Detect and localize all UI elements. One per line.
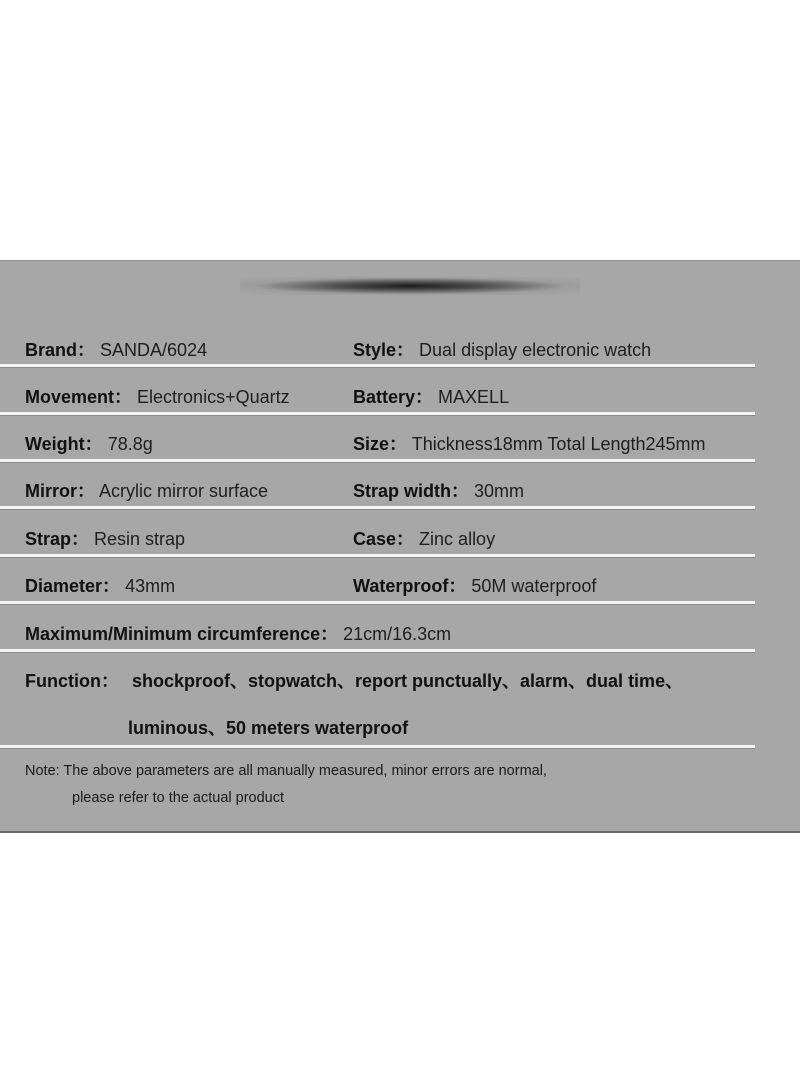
spec-value: Acrylic mirror surface [99,481,269,501]
spec-size [353,425,706,463]
spec-strap [25,520,185,558]
spec-function-line2 [128,709,408,747]
spec-label: Maximum/Minimum circumference： [25,624,339,644]
spec-row-weight-size [0,425,800,471]
spec-label: Mirror： [25,481,96,501]
row-divider [0,506,755,509]
spec-value: Dual display electronic watch [419,340,652,360]
spec-value: luminous、50 meters waterproof [128,718,409,738]
spec-label: Diameter： [25,576,121,596]
spec-value: Zinc alloy [419,529,496,549]
spec-circumference [25,615,451,653]
row-divider [0,745,755,748]
spec-label: Case： [353,529,415,549]
row-divider [0,554,755,557]
spec-mirror [25,472,268,510]
row-divider [0,649,755,652]
spec-value: MAXELL [438,387,510,407]
spec-label: Weight： [25,434,103,454]
spec-battery [353,378,509,416]
spec-label: Battery： [353,387,434,407]
spec-label: Strap： [25,529,90,549]
spec-row-brand-style [0,331,800,377]
spec-value: Electronics+Quartz [137,387,290,407]
spec-row-circumference [0,615,800,661]
spec-value: SANDA/6024 [100,340,208,360]
spec-value: shockproof、stopwatch、report punctually、alarm、dual time、 [132,671,684,691]
spec-function-line1 [25,662,683,700]
spec-value: 43mm [125,576,176,596]
spec-label: Size： [353,434,408,454]
spec-value: Resin strap [94,529,186,549]
spec-panel [0,260,800,833]
spec-row-mirror-strapwidth [0,472,800,518]
spec-case [353,520,495,558]
row-divider [0,364,755,367]
spec-label: Strap width： [353,481,469,501]
row-divider [0,601,755,604]
decorative-shadow-bar [240,277,580,295]
spec-value: 78.8g [107,434,153,454]
spec-label: Brand： [25,340,96,360]
spec-weight [25,425,153,463]
spec-row-diameter-waterproof [0,567,800,613]
spec-diameter [25,567,175,605]
row-divider [0,412,755,415]
spec-label: Waterproof： [353,576,467,596]
spec-value: Thickness18mm Total Length245mm [411,434,706,454]
note-line2: please refer to the actual product [72,790,284,806]
spec-label: Movement： [25,387,133,407]
spec-label: Function： [25,671,119,691]
spec-row-movement-battery [0,378,800,424]
row-divider [0,459,755,462]
note-line1: Note: The above parameters are all manually measured, minor errors are normal, [25,763,547,779]
spec-value: 21cm/16.3cm [343,624,452,644]
spec-label: Style： [353,340,415,360]
spec-strap-width [353,472,524,510]
spec-value: 50M waterproof [471,576,597,596]
spec-row-strap-case [0,520,800,566]
spec-movement [25,378,290,416]
spec-waterproof [353,567,596,605]
spec-value: 30mm [474,481,525,501]
